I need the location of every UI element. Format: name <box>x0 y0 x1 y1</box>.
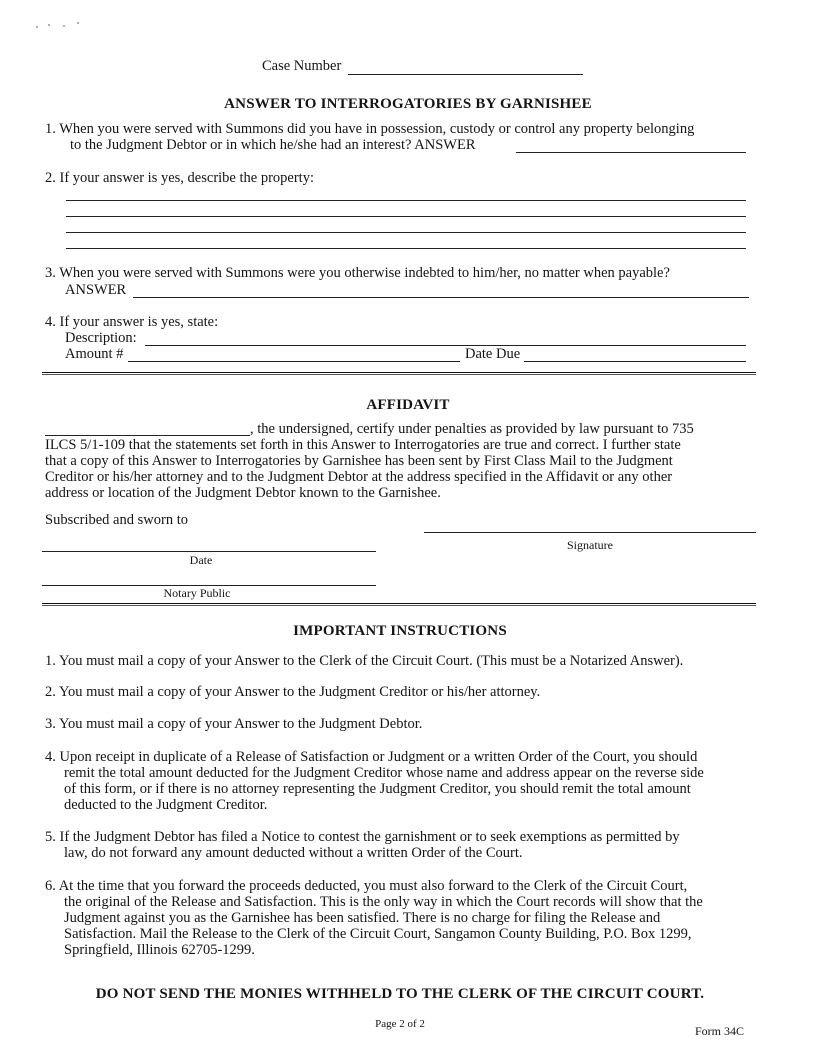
affiant-name-field[interactable] <box>45 435 250 436</box>
affidavit-line-3: that a copy of this Answer to Interrogatories by Garnishee has been sent by First Class Mail to the Judgment <box>45 453 673 469</box>
question-1-answer-field[interactable] <box>516 152 746 153</box>
case-number-field[interactable] <box>348 74 583 75</box>
question-1-line-1: 1. When you were served with Summons did you have in possession, custody or control any property belonging <box>45 121 695 137</box>
instruction-1: 1. You must mail a copy of your Answer to the Clerk of the Circuit Court. (This must be a Notarized Answer). <box>45 653 684 669</box>
instruction-3: 3. You must mail a copy of your Answer to the Judgment Debtor. <box>45 716 423 732</box>
affidavit-line-4: Creditor or his/her attorney and to the Judgment Debtor at the address specified in the Affidavit or any other <box>45 469 673 485</box>
section-divider <box>42 372 756 375</box>
affidavit-line-2: ILCS 5/1-109 that the statements set forth in this Answer to Interrogatories are true and correct. I further state <box>45 437 681 453</box>
instruction-4-line-1: 4. Upon receipt in duplicate of a Release of Satisfaction or Judgment or a written Order of the Court, you should <box>45 749 698 765</box>
instruction-4-line-3: of this form, or if there is no attorney representing the Judgment Creditor, you should remit the total amount <box>64 781 691 797</box>
question-3-answer-field[interactable] <box>133 297 749 298</box>
question-2: 2. If your answer is yes, describe the property: <box>45 170 314 186</box>
question-1-line-2: to the Judgment Debtor or in which he/she had an interest? ANSWER <box>70 137 476 153</box>
description-field[interactable] <box>145 345 746 346</box>
signature-field[interactable] <box>424 532 756 533</box>
amount-field[interactable] <box>128 361 460 362</box>
question-4: 4. If your answer is yes, state: <box>45 314 219 330</box>
affidavit-line-1: , the undersigned, certify under penalties as provided by law pursuant to 735 <box>250 421 694 437</box>
subscribed-label: Subscribed and sworn to <box>45 512 188 528</box>
warning-text: DO NOT SEND THE MONIES WITHHELD TO THE CLERK OF THE CIRCUIT COURT. <box>95 986 705 1002</box>
instruction-5-line-2: law, do not forward any amount deducted without a written Order of the Court. <box>64 845 523 861</box>
instruction-6-line-1: 6. At the time that you forward the proceeds deducted, you must also forward to the Clerk of the Circuit Court, <box>45 878 688 894</box>
signature-label: Signature <box>567 538 613 552</box>
affidavit-title: AFFIDAVIT <box>366 397 450 413</box>
case-number-label: Case Number <box>262 58 342 74</box>
date-due-field[interactable] <box>524 361 746 362</box>
date-field[interactable] <box>42 551 376 552</box>
page-number: Page 2 of 2 <box>375 1018 425 1030</box>
instruction-6-line-3: Judgment against you as the Garnishee has been satisfied. There is no charge for filing the Release and <box>64 910 661 926</box>
notary-label: Notary Public <box>163 586 231 600</box>
instruction-4-line-2: remit the total amount deducted for the Judgment Creditor whose name and address appear on the reverse side <box>64 765 704 781</box>
property-description-line[interactable] <box>66 200 746 201</box>
amount-label: Amount # <box>65 346 124 362</box>
description-label: Description: <box>65 330 137 346</box>
instruction-5-line-1: 5. If the Judgment Debtor has filed a Notice to contest the garnishment or to seek exemptions as permitted by <box>45 829 680 845</box>
instruction-4-line-4: deducted to the Judgment Creditor. <box>64 797 268 813</box>
instruction-6-line-5: Springfield, Illinois 62705-1299. <box>64 942 255 958</box>
instruction-6-line-4: Satisfaction. Mail the Release to the Clerk of the Circuit Court, Sangamon County Building, P.O. Box 1299, <box>64 926 692 942</box>
section-divider <box>42 603 756 606</box>
form-number: Form 34C <box>695 1024 745 1038</box>
instructions-title: IMPORTANT INSTRUCTIONS <box>293 623 507 639</box>
date-due-label: Date Due <box>465 346 521 362</box>
affidavit-line-5: address or location of the Judgment Debtor known to the Garnishee. <box>45 485 441 501</box>
instruction-2: 2. You must mail a copy of your Answer to the Judgment Creditor or his/her attorney. <box>45 684 541 700</box>
question-3-answer-label: ANSWER <box>65 282 127 298</box>
property-description-line[interactable] <box>66 232 746 233</box>
property-description-line[interactable] <box>66 216 746 217</box>
answer-title: ANSWER TO INTERROGATORIES BY GARNISHEE <box>224 96 592 112</box>
property-description-line[interactable] <box>66 248 746 249</box>
date-label: Date <box>189 553 213 567</box>
instruction-6-line-2: the original of the Release and Satisfaction. This is the only way in which the Court records will show that the <box>64 894 703 910</box>
question-3-line-1: 3. When you were served with Summons were you otherwise indebted to him/her, no matter when payable? <box>45 265 670 281</box>
